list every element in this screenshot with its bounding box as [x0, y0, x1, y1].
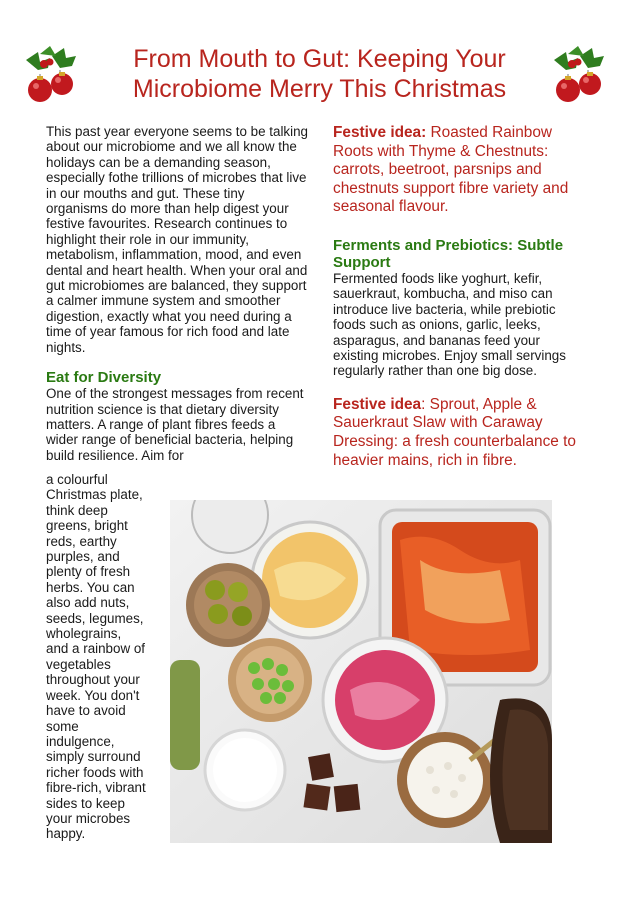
intro-paragraph: This past year everyone seems to be talking about our microbiome and we all know the holidays can be a demanding season, especially fothe trillions of microbes that live in our mouths and gut. These tiny organisms do more than help digest your festive favourites. Research continues to highlight their role in our immunity, metabolism, inflammation, mood, and even dental and heart health. When your oral and gut microbiomes are balanced, they support a calmer immune system and smoother digestion, exactly what you need during a time of year famous for rich food and late nights.	[46, 124, 308, 355]
holly-ornament-icon	[16, 40, 86, 110]
ferments-paragraph: Fermented foods like yoghurt, kefir, sauerkraut, kombucha, and miso can introduce live bacteria, while prebiotic foods such as onions, garlic, leeks, asparagus, and bananas feed your existing microbes. Enjoy small servings regularly rather than one big dose.	[333, 270, 566, 379]
festive-idea-2	[333, 396, 585, 470]
festive-label: Festive idea:	[333, 124, 427, 141]
festive-text: Roasted Rainbow Roots with Thyme & Chestnuts: carrots, beetroot, parsnips and chestnuts support fibre variety and seasonal flavour.	[333, 124, 569, 216]
ferments-heading: Ferments and Prebiotics: Subtle Support	[333, 236, 564, 271]
page-title: From Mouth to Gut: Keeping Your Microbiome Merry This Christmas	[132, 45, 507, 103]
festive-text: : Sprout, Apple & Sauerkraut Slaw with Caraway Dressing: a fresh counterbalance to heavier mains, rich in fibre.	[333, 395, 576, 469]
festive-label: Festive idea	[333, 395, 422, 413]
diversity-paragraph: One of the strongest messages from recent nutrition science is that dietary diversity matters. A range of plant fibres feeds a wider range of beneficial bacteria, helping build resilience. Aim for	[46, 386, 304, 463]
festive-idea-1	[333, 124, 585, 217]
diversity-paragraph-narrow: a colourful Christmas plate, think deep greens, bright reds, earthy purples, and plenty of fresh herbs. You can also add nuts, seeds, legumes, wholegrains, and a rainbow of vegetables throughout your week. You don't have to avoid some indulgence, simply surround richer foods with fibre-rich, vibrant sides to keep your microbes happy.	[46, 472, 146, 842]
left-column	[46, 124, 308, 463]
diversity-heading: Eat for Diversity	[46, 369, 162, 387]
right-column	[333, 124, 585, 470]
fermented-foods-photo	[170, 500, 552, 843]
